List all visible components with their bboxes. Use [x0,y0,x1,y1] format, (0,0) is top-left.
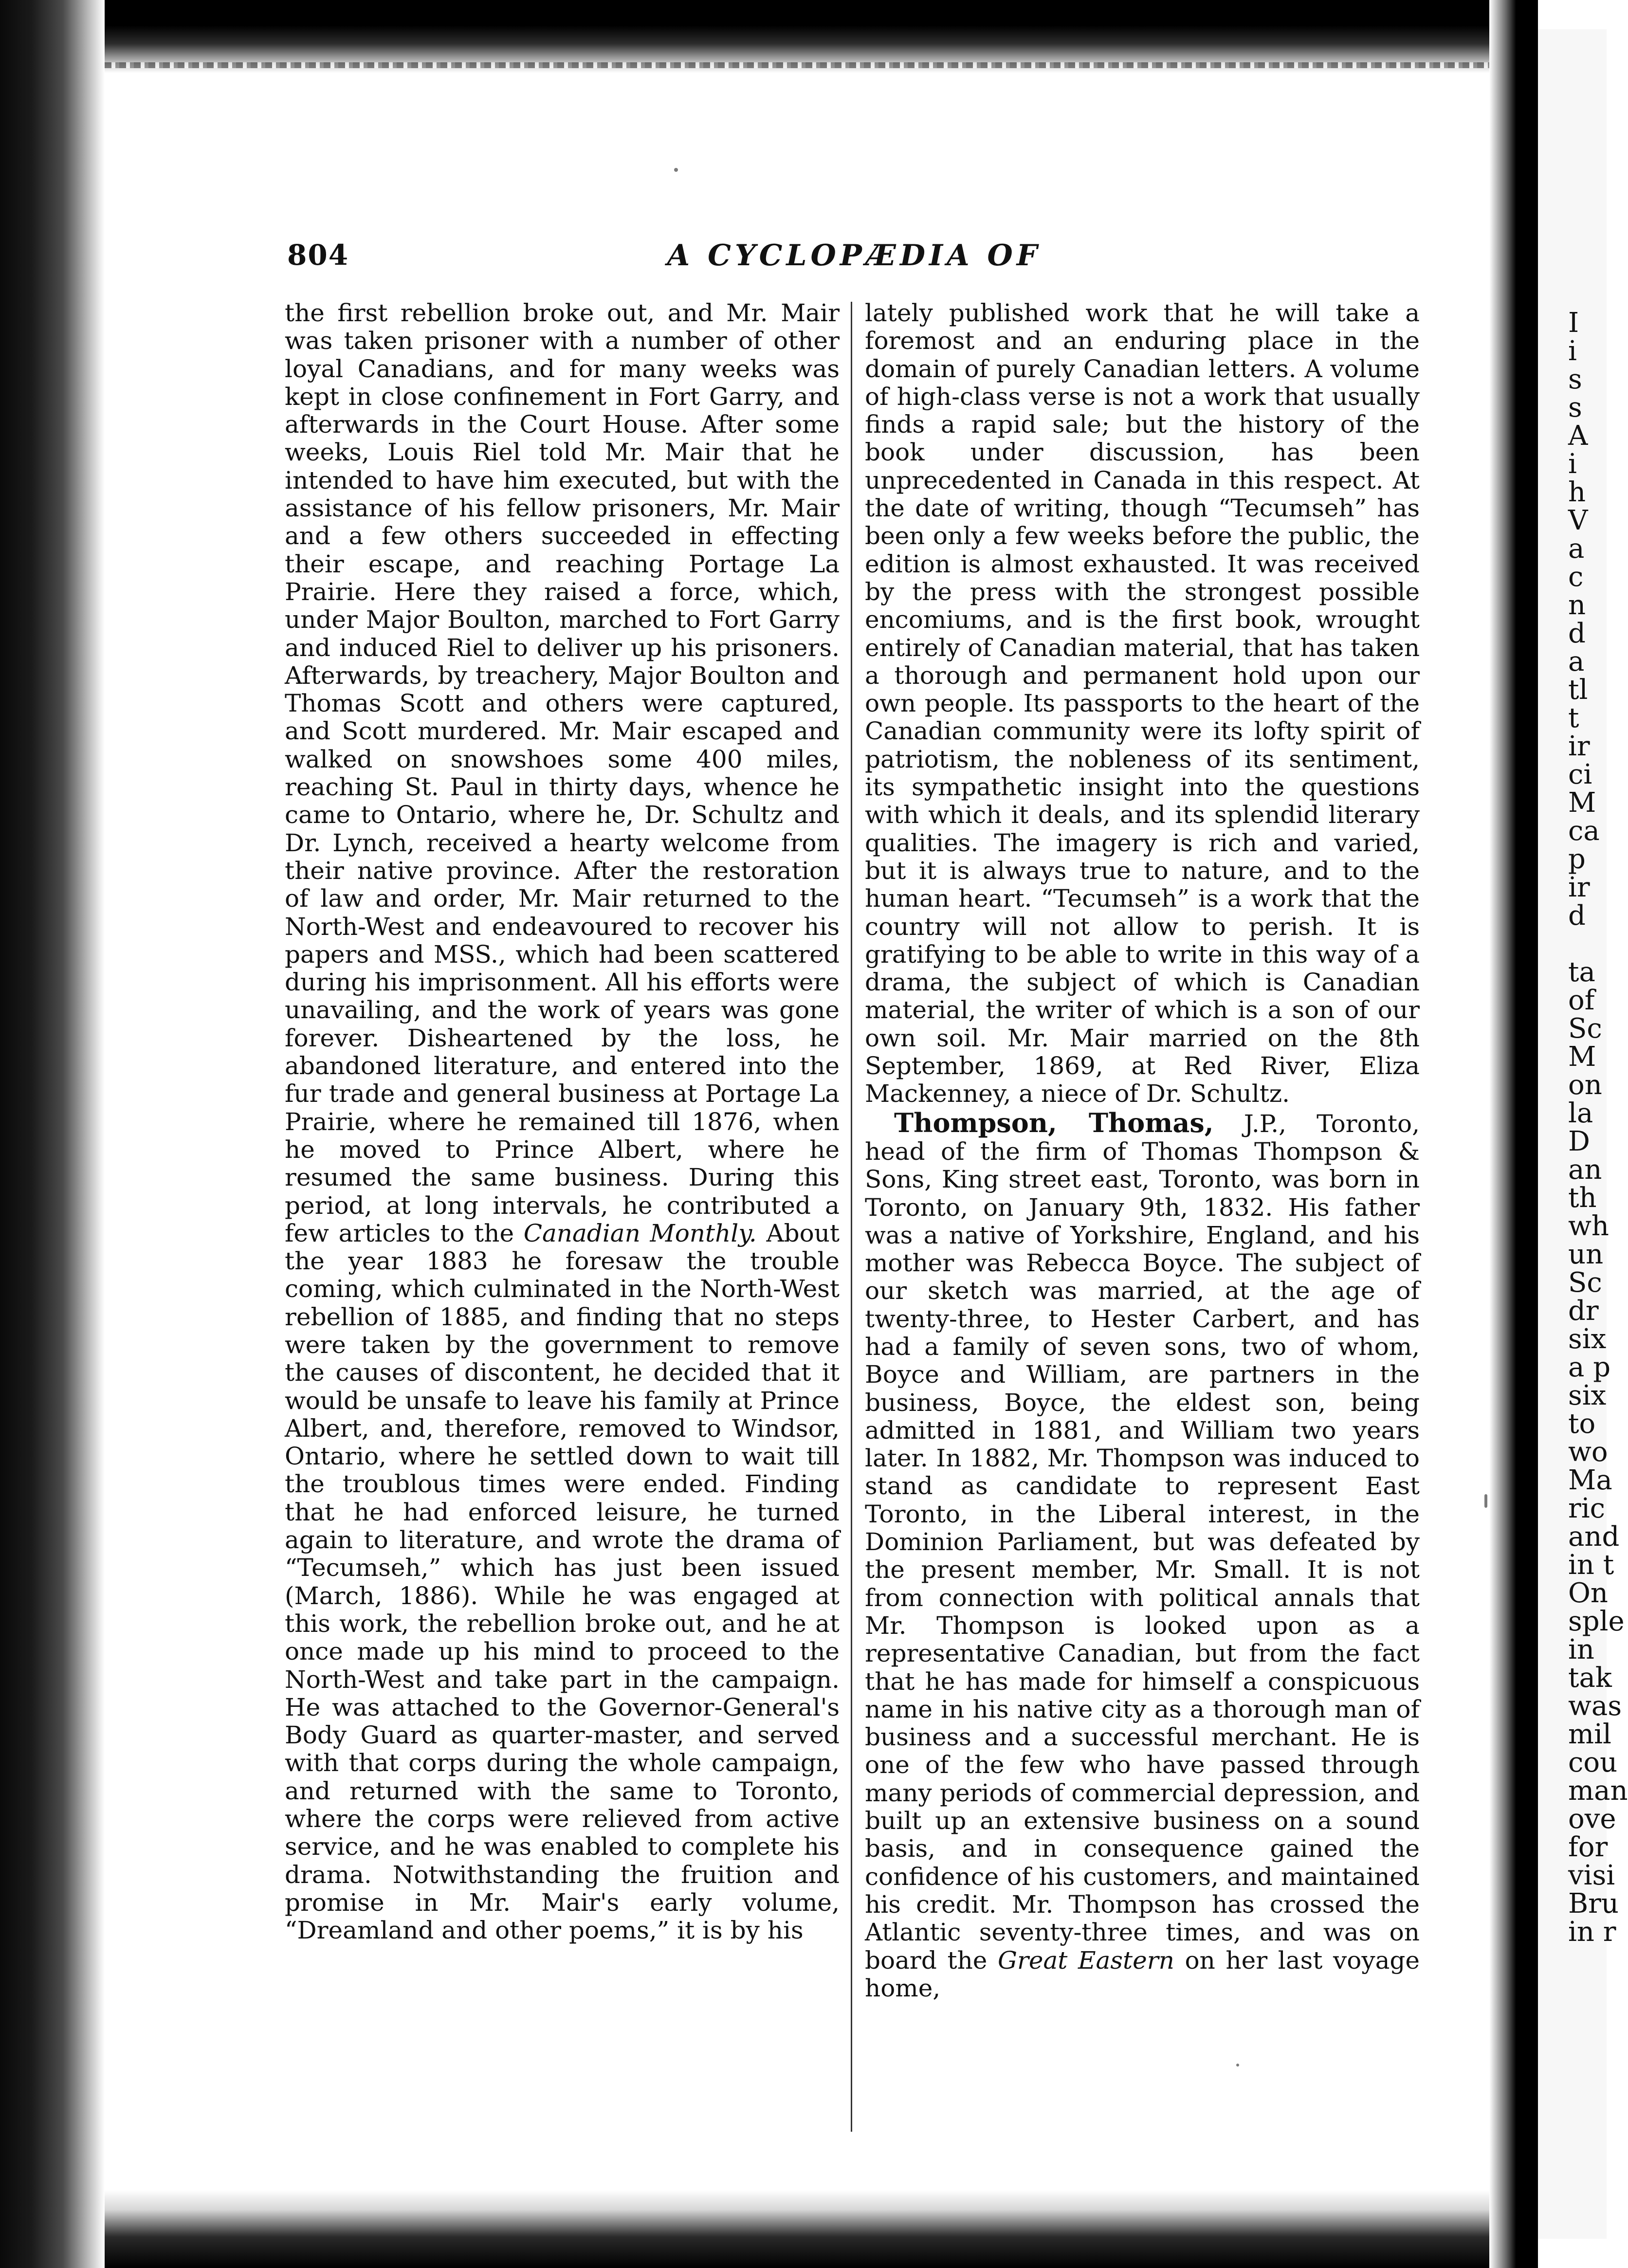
adjacent-page-fragment: V [1568,505,1588,536]
adjacent-page-fragment: M [1568,1041,1596,1073]
adjacent-page-fragment: in r [1568,1916,1616,1948]
adjacent-page-fragment: c [1568,561,1584,593]
adjacent-page-fragment: an [1568,1154,1602,1186]
adjacent-page-fragment: I [1568,307,1579,339]
column-rule [851,302,852,2132]
page-number: 804 [287,238,349,272]
adjacent-page-fragment: a p [1568,1352,1611,1383]
adjacent-page-fragment: cou [1568,1747,1618,1778]
adjacent-page-fragment: Sc [1568,1267,1602,1299]
adjacent-page-fragment: in t [1568,1549,1614,1581]
adjacent-page-fragment: wh [1568,1210,1609,1242]
running-title: A CYCLOPÆDIA OF [667,238,1042,273]
adjacent-page-fragment: On [1568,1577,1608,1609]
adjacent-page-fragment: ric [1568,1493,1606,1524]
scan-bottom-edge [105,2190,1501,2268]
adjacent-page-fragment: ta [1568,956,1595,988]
adjacent-page-fragment: un [1568,1239,1604,1270]
adjacent-page-fragment: was [1568,1690,1622,1722]
adjacent-page-fragment: n [1568,589,1586,621]
biography-entry [865,1109,1420,2003]
left-paragraph-text: the first rebellion broke out, and Mr. Mair was taken prisoner with a number of other loyal Canadians, and for many weeks was kept in close confinement in Fort Garry, and afterwards in the Court House. After some weeks, Louis Riel told Mr. Mair that he intended to have him executed, but with the assistance of his fellow prisoners, Mr. Mair and a few others succeeded in effecting their escape, and reaching Portage La Prairie. Here they raised a force, which, under Major Boulton, marched to Fort Garry and induced Riel to deliver up his prisoners. Afterwards, by treachery, Major Boulton and Thomas Scott and others were captured, and Scott murdered. Mr. Mair escaped and walked on snowshoes some 400 miles, reaching St. Paul in thirty days, whence he came to Ontario, where he, Dr. Schultz and Dr. Lynch, received a hearty welcome from their native province. After the restoration of law and order, Mr. Mair returned to the North-West and endeavoured to recover his papers and MSS., which had been scattered during his imprisonment. All his efforts were unavailing, and the work of years was gone forever. Disheartened by the loss, he abandoned literature, and entered into the fur trade and general business at Portage La Prairie, where he remained till 1876, when he moved to Prince Albert, where he resumed the same business. During this period, at long intervals, he contributed a few articles to the [285,299,840,1247]
adjacent-page-fragment: six [1568,1323,1607,1355]
scan-speck [1236,2064,1239,2067]
adjacent-page-fragment: visi [1568,1860,1615,1891]
adjacent-page-fragment: s [1568,364,1582,395]
adjacent-page-fragment: d [1568,618,1586,649]
adjacent-page-fragment: of [1568,985,1595,1016]
adjacent-page-fragment: to [1568,1408,1596,1440]
adjacent-page-fragment: a [1568,646,1585,677]
adjacent-page-fragment: sple [1568,1606,1625,1637]
scan-top-tear [105,62,1501,68]
scan-speck [1484,1494,1487,1508]
adjacent-page-fragment: t [1568,702,1579,734]
adjacent-page-fragment: dr [1568,1295,1599,1327]
adjacent-page-fragment: and [1568,1521,1620,1553]
adjacent-page-fragment: p [1568,843,1586,875]
scan-speck [674,168,678,172]
adjacent-page-fragment: i [1568,335,1577,367]
ship-name: Great Eastern [998,1946,1174,1975]
adjacent-page-fragment: for [1568,1831,1608,1863]
right-column [865,299,1420,2002]
adjacent-page-fragment: s [1568,392,1582,423]
left-paragraph-continuation: About the year 1883 he foresaw the trouble coming, which culminated in the North-West rebellion of 1885, and finding that no steps were taken by the government to remove the causes of discontent, he decided that it would be unsafe to leave his family at Prince Albert, and, therefore, removed to Windsor, Ontario, where he settled down to wait till the troublous times were ended. Finding that he had enforced leisure, he turned again to literature, and wrote the drama of “Tecumseh,” which has just been issued (March, 1886). While he was engaged at this work, the rebellion broke out, and he at once made up his mind to proceed to the North-West and take part in the campaign. He was attached to the Governor-General's Body Guard as quarter-master, and served with that corps during the whole campaign, and returned with the same to Toronto, where the corps were relieved from active service, and he was enabled to complete his drama. Notwithstanding the fruition and promise in Mr. Mair's early volume, “Dreamland and other poems,” it is by his [285,1219,840,1945]
adjacent-page-fragment: mil [1568,1719,1611,1750]
adjacent-page-fragment: tl [1568,674,1588,706]
adjacent-page-fragment: ca [1568,815,1600,847]
adjacent-page-fragment: a [1568,533,1585,565]
adjacent-page-fragment: th [1568,1182,1597,1214]
adjacent-page-fragment: d [1568,900,1586,932]
adjacent-page-fragment: on [1568,1069,1602,1101]
right-paragraph: lately published work that he will take a foremost and an enduring place in the domain of purely Canadian letters. A volume of high-class verse is not a work that usually finds a rapid sale; but the history of the book under discussion, has been unprecedented in Canada in this respect. At the date of writing, though “Tecumseh” has been only a few weeks before the public, the edition is almost exhausted. It was received by the press with the strongest possible encomiums, and is the first book, wrought entirely of Canadian material, that has taken a thorough and permanent hold upon our own people. Its passports to the heart of the Canadian community were its lofty spirit of patriotism, the nobleness of its sentiment, its sympathetic insight into the questions with which it deals, and its splendid literary qualities. The imagery is rich and varied, but it is always true to nature, and to the human heart. “Tecumseh” is a work that the country will not allow to perish. It is gratifying to be able to write in this way of a drama, the subject of which is Canadian material, the writer of which is a son of our own soil. Mr. Mair married on the 8th September, 1869, at Red River, Eliza Mackenney, a niece of Dr. Schultz. [865,299,1420,1108]
adjacent-page-fragment: D [1568,1126,1590,1157]
adjacent-page-fragment: tak [1568,1662,1612,1694]
entry-text: J.P., Toronto, head of the firm of Thomas Thompson & Sons, King street east, Toronto, was born in Toronto, on January 9th, 1832. His father was a native of Yorkshire, England, and his mother was Rebecca Boyce. The subject of our sketch was married, at the age of twenty-three, to Hester Carbert, and has had a family of seven sons, two of whom, Boyce and William, are partners in the business, Boyce, the eldest son, being admitted in 1881, and William two years later. In 1882, Mr. Thompson was induced to stand as candidate to represent East Toronto, in the Liberal interest, in the Dominion Parliament, but was defeated by the present member, Mr. Small. It is not from connection with political annals that Mr. Thompson is looked upon as a representative Canadian, but from the fact that he has made for himself a conspicuous name in his native city as a thorough man of business and a successful merchant. He is one of the few who have passed through many periods of commercial depression, and built up an extensive business on a sound basis, and in consequence gained the confidence of his customers, and maintained his credit. Mr. Thompson has crossed the Atlantic seventy-three times, and was on board the [865,1109,1420,1975]
entry-text-end: on her last voyage home, [865,1946,1420,2002]
adjacent-page-fragment: ir [1568,872,1590,903]
adjacent-page-fragment: ci [1568,759,1592,790]
adjacent-page-fragment: i [1568,448,1577,480]
adjacent-page-fragment: ove [1568,1803,1616,1835]
adjacent-page-fragment: A [1568,420,1588,452]
adjacent-page-fragment: six [1568,1380,1607,1411]
scan-gutter-shadow [1489,0,1538,2268]
publication-title: Canadian Monthly. [523,1219,757,1247]
entry-name: Thompson, Thomas, [894,1107,1214,1138]
adjacent-page-fragment: wo [1568,1436,1608,1468]
left-paragraph [285,299,840,1945]
adjacent-page-fragment: ir [1568,731,1590,762]
scan-left-edge [0,0,105,2268]
adjacent-page-fragment: man [1568,1775,1628,1807]
adjacent-page-fragment: in [1568,1634,1594,1665]
adjacent-page-fragment: h [1568,476,1586,508]
adjacent-page-fragment: Sc [1568,1013,1602,1044]
page-header [287,238,1421,277]
adjacent-page-fragment: Bru [1568,1888,1619,1920]
adjacent-page-strip [1538,29,1628,2239]
adjacent-page-fragment: M [1568,787,1596,819]
adjacent-page-fragment: la [1568,1097,1593,1129]
left-column [285,299,840,1945]
adjacent-page-fragment: Ma [1568,1464,1612,1496]
